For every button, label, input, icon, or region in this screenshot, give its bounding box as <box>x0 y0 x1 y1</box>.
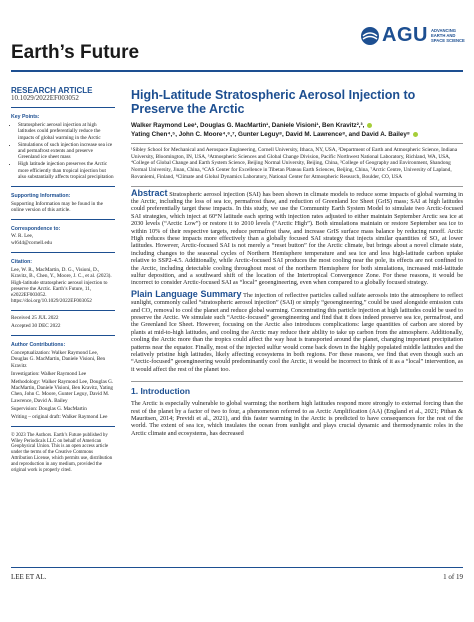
agu-logo <box>360 24 465 47</box>
plain-language-summary <box>131 288 464 373</box>
citation-header: Citation: <box>11 259 33 266</box>
publisher-tagline: ADVANCING EARTH AND SPACE SCIENCE <box>430 28 465 43</box>
copyright-notice: © 2023 The Authors. Earth’s Future published by Wiley Periodicals LLC on behalf of American Geophysical Union. This is an open access article under the terms of the Creative Commons Attribution License, which permits use, distribution and reproduction in any medium, provided the original work is properly cited. <box>11 432 113 473</box>
abstract-heading: Abstract <box>131 187 168 198</box>
article-title: High-Latitude Stratospheric Aerosol Injection to Preserve the Arctic <box>131 88 416 116</box>
contribution: Writing – original draft: Walker Raymond Lee <box>11 414 108 421</box>
article-type: RESEARCH ARTICLE <box>11 86 93 95</box>
key-points-header: Key Points: <box>11 114 40 120</box>
footer-rule <box>11 567 463 568</box>
citation-text: Lee, W. R., MacMartin, D. G., Visioni, D., Kravitz, B., Chen, Y., Moore, J. C., et al. (2023). High-latitude stratospheric aerosol injection to preserve the Arctic. Earth’s Future, 11, e2022EF003052. https://doi.org/10.1029/2022EF003052 <box>11 267 112 305</box>
author-contributions-header: Author Contributions: <box>11 342 66 349</box>
correspondence-header: Correspondence to: <box>11 225 61 232</box>
key-points-list <box>18 122 115 180</box>
affiliations: ¹Sibley School for Mechanical and Aerospace Engineering, Cornell University, Ithaca, NY, USA, ²Department of Earth and Atmospheric Science, Indiana University, Bloomington, IN, USA, ³Atmospheric Sciences and Global Change Division, Pacific Northwest National Laboratory, Richland, WA, USA, ⁴College of Global Change and Earth System Science, Beijing Normal University, Beijing, China, ⁵College of Geography and Environment, Shandong Normal University, Jinan, China, ⁶CAS Center for Excellence in Tibetan Plateau Earth Sciences, Beijing, China, ⁷Arctic Centre, University of Lapland, Rovaniemi, Finland, ⁸Climate and Global Dynamics Laboratory, National Center for Atmospheric Research, Boulder, CO, USA <box>131 143 463 181</box>
abstract-text: Stratospheric aerosol injection (SAI) has been shown in climate models to reduce some impacts of global warming in the Arctic, including the loss of sea ice, permafrost thaw, and reduction of Greenland Ice Sheet (GrIS) mass; SAI at high latitudes could preferentially target these impacts. In this study, we use the Community Earth System Model to simulate two Arctic-focused SAI strategies, which inject at 60°N latitude each spring with injection rates adjusted to either maintain September Arctic sea ice at 2030 levels (“Arctic Low”) or restore it to 2010 levels (“Arctic High”). Both simulations maintain or restore September sea ice to within 10% of their respective targets, reduce permafrost thaw, and increase GrIS surface mass balance by reducing runoff. Arctic High reduces these impacts more effectively than a globally focused SAI strategy that injects similar quantities of SO₂ at lower latitudes. However, Arctic-focused SAI is not merely a “reset button” for the Arctic climate, but brings about a novel climate state, including changes to the seasonal cycles of Northern Hemisphere temperature and sea ice and less high-latitude carbon uptake relative to SSP2-4.5. Additionally, while Arctic-focused SAI produces the most cooling near the pole, its effects are not confined to the Arctic, including detectable cooling throughout most of the northern Hemisphere for both simulations, increased mid-latitude sulfur deposition, and a southward shift of the location of the Intertropical Convergence Zone. For these reasons, it would be incorrect to consider Arctic-focused SAI as “local” geoengineering, even when compared to a globally focused strategy. <box>131 190 463 287</box>
article-doi[interactable]: 10.1029/2022EF003052 <box>11 94 79 103</box>
contribution: Methodology: Walker Raymond Lee, Douglas G. MacMartin, Daniele Visioni, Ben Kravitz, Yating Chen, John C. Moore, Gunter Leguy, David M. Lawrence, David A. Bailey <box>11 379 114 404</box>
pls-text: The injection of reflective particles called sulfate aerosols into the atmosphere to reflect sunlight, commonly called “stratospheric aerosol injection” (SAI) or simply “geoengineering,” could be used alongside emission cuts and CO₂ removal to cool the planet and reduce global warming. Concentrating this particle injection at high latitudes could be used to preserve the Arctic. We simulate such “Arctic-focused” geoengineering and find that it does indeed preserve sea ice, permafrost, and the Greenland Ice Sheet. However, focusing on the Arctic also introduces complications: large quantities of carbon are stored by plants at mid-to-high latitudes, and cooling the Arctic may reduce their ability to take up carbon from the atmosphere. Additionally, cooling the Arctic more than the tropics could affect the way heat is transported around the planet, changing important precipitation patterns near the equator. Finally, most of the injected sulfur would come back down in the highly populated middle latitudes and the relatively pristine high latitudes, likely affecting ecosystems in both regions. For these reasons, we find that even though such an “Arctic-focused” geoengineering would predominantly cool the Arctic, it would be incorrect to think of it as a “local” intervention, as it would affect the rest of the planet too. <box>131 291 464 373</box>
orcid-icon[interactable] <box>367 123 372 128</box>
introduction-heading: 1. Introduction <box>131 381 463 396</box>
journal-title: Earth’s Future <box>11 42 140 63</box>
sidebar-divider <box>11 310 115 311</box>
sidebar <box>11 88 115 473</box>
sidebar-divider <box>11 426 115 427</box>
footer-authors: LEE ET AL. <box>11 573 47 581</box>
authors-line-2: Yating Chen⁴,⁵, John C. Moore⁴,⁶,⁷, Gunter Leguy⁸, David M. Lawrence⁸, and David A. Bailey⁸ <box>131 131 410 138</box>
sidebar-divider <box>11 219 115 220</box>
supporting-info-text: Supporting Information may be found in the online version of this article. <box>11 200 103 214</box>
contribution: Conceptualization: Walker Raymond Lee, Douglas G. MacMartin, Daniele Visioni, Ben Kravitz <box>11 350 106 369</box>
authors-line-1: Walker Raymond Lee¹, Douglas G. MacMartin¹, Daniele Visioni¹, Ben Kravitz²,³, <box>131 122 365 129</box>
sidebar-divider <box>11 107 115 108</box>
correspondence-email[interactable]: wl644@cornell.edu <box>11 240 52 247</box>
sidebar-divider <box>11 335 115 336</box>
key-point: • Simulations of such injection increase sea ice and permafrost extents and preserve Greenland ice sheet mass <box>18 142 115 161</box>
contribution: Investigation: Walker Raymond Lee <box>11 370 87 377</box>
orcid-icon[interactable] <box>413 132 418 137</box>
received-date: Received 25 JUL 2022 <box>11 315 59 322</box>
page-number: 1 of 19 <box>443 573 463 581</box>
accepted-date: Accepted 30 DEC 2022 <box>11 323 61 330</box>
pls-heading: Plain Language Summary <box>131 288 242 299</box>
key-point: • High latitude injection preserves the Arctic more efficiently than tropical injection but also substantially affects tropical precipitation <box>18 161 115 180</box>
sidebar-divider <box>11 186 115 187</box>
supporting-info-header: Supporting Information: <box>11 192 71 199</box>
key-point: • Stratospheric aerosol injection at high latitudes could preferentially reduce the impacts of global warming in the Arctic <box>18 122 115 141</box>
abstract-section <box>131 186 463 287</box>
publisher-name: AGU <box>382 24 428 46</box>
sidebar-divider <box>11 252 115 253</box>
introduction-text: The Arctic is especially vulnerable to global warming; the northern high latitudes respond more strongly to external forcing than the rest of the planet by a factor of two to four, a phenomenon referred to as Arctic Amplification (AA) (England et al., 2021; Pithan & Mauritsen, 2014; Previdi et al., 2021), and this faster warming in the Arctic is predicted to have consequences for the rest of the world. The extent of sea ice, which insulates the ocean from sunlight and plays crucial dynamic and thermodynamic roles in the Arctic climate and ecosystems, has decreased <box>131 400 463 437</box>
correspondence-name: W. R. Lee, <box>11 233 34 240</box>
main-column <box>131 88 463 437</box>
agu-globe-icon <box>360 26 380 46</box>
header-rule <box>11 70 463 72</box>
author-list <box>131 121 463 139</box>
contribution: Supervision: Douglas G. MacMartin <box>11 405 87 412</box>
